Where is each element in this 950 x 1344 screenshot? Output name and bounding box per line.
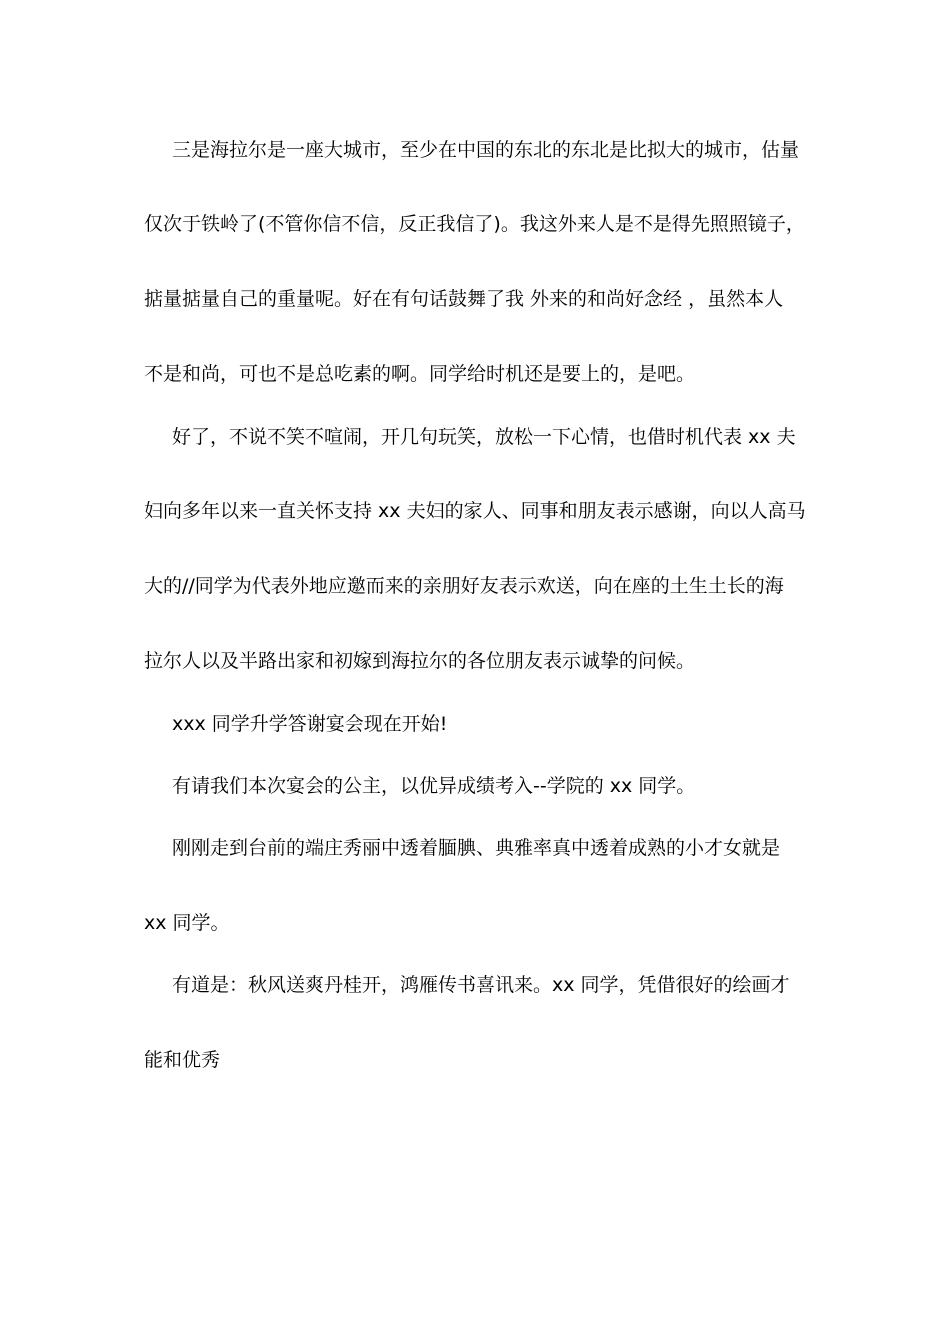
paragraph-line: 大的//同学为代表外地应邀而来的亲朋好友表示欢送，向在座的土生土长的海 [144,575,784,597]
paragraph-line: 妇向多年以来一直关怀支持 xx 夫妇的家人、同事和朋友表示感谢，向以人高马 [144,500,806,522]
paragraph-line: 刚刚走到台前的端庄秀丽中透着腼腆、典雅率真中透着成熟的小才女就是 [172,837,781,859]
paragraph-line: 三是海拉尔是一座大城市，至少在中国的东北的东北是比拟大的城市，估量 [172,139,800,161]
paragraph-line: 掂量掂量自己的重量呢。好在有句话鼓舞了我 外来的和尚好念经 ，虽然本人 [144,288,784,310]
paragraph-line: xx 同学。 [144,912,230,934]
paragraph-line: 仅次于铁岭了(不管你信不信，反正我信了)。我这外来人是不是得先照照镜子， [144,213,805,235]
paragraph-line: 有请我们本次宴会的公主，以优异成绩考入--学院的 xx 同学。 [172,775,696,797]
paragraph-line: xxx 同学升学答谢宴会现在开始! [172,713,448,735]
paragraph-line: 能和优秀 [144,1049,221,1071]
paragraph-line: 拉尔人以及半路出家和初嫁到海拉尔的各位朋友表示诚挚的问候。 [144,650,696,672]
paragraph-line: 有道是：秋风送爽丹桂开，鸿雁传书喜讯来。xx 同学，凭借很好的绘画才 [172,974,790,996]
paragraph-line: 好了，不说不笑不喧闹，开几句玩笑，放松一下心情，也借时机代表 xx 夫 [172,426,796,448]
paragraph-line: 不是和尚，可也不是总吃素的啊。同学给时机还是要上的，是吧。 [144,363,696,385]
